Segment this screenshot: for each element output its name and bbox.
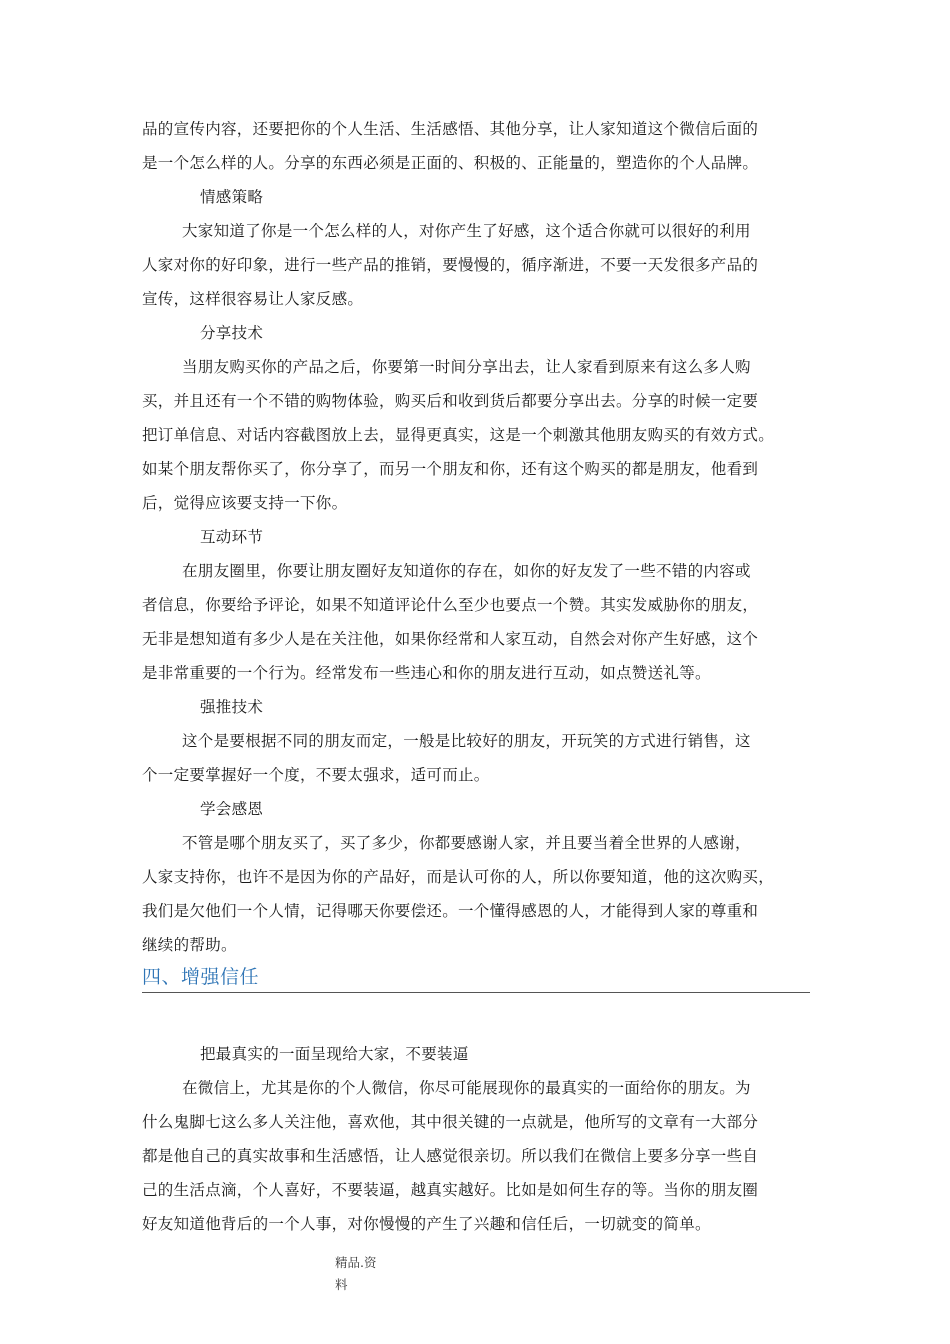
paragraph-line: 品的宣传内容，还要把你的个人生活、生活感悟、其他分享，让人家知道这个微信后面的	[142, 120, 759, 138]
section-title: 互动环节	[200, 528, 264, 546]
subsection-title: 把最真实的一面呈现给大家，不要装逼	[200, 1045, 469, 1063]
paragraph-line: 大家知道了你是一个怎么样的人，对你产生了好感，这个适合你就可以很好的利用	[182, 222, 751, 240]
paragraph-line: 人家支持你，也许不是因为你的产品好，而是认可你的人，所以你要知道，他的这次购买，	[142, 868, 775, 886]
paragraph-line: 好友知道他背后的一个人事，对你慢慢的产生了兴趣和信任后，一切就变的简单。	[142, 1215, 711, 1233]
section-title: 强推技术	[200, 698, 264, 716]
paragraph-line: 无非是想知道有多少人是在关注他，如果你经常和人家互动，自然会对你产生好感，这个	[142, 630, 759, 648]
footer-line: 精品.资	[335, 1255, 377, 1270]
footer-line: 料	[335, 1277, 348, 1292]
paragraph-line: 者信息，你要给予评论，如果不知道评论什么至少也要点一个赞。其实发威胁你的朋友，	[142, 596, 759, 614]
paragraph-line: 人家对你的好印象，进行一些产品的推销，要慢慢的，循序渐进，不要一天发很多产品的	[142, 256, 759, 274]
section-title: 情感策略	[200, 188, 264, 206]
spacer	[142, 993, 810, 1037]
paragraph-line: 当朋友购买你的产品之后，你要第一时间分享出去，让人家看到原来有这么多人购	[182, 358, 751, 376]
paragraph-line: 是一个怎么样的人。分享的东西必须是正面的、积极的、正能量的，塑造你的个人品牌。	[142, 154, 759, 172]
paragraph-line: 不管是哪个朋友买了，买了多少，你都要感谢人家，并且要当着全世界的人感谢，	[182, 834, 751, 852]
paragraph-line: 是非常重要的一个行为。经常发布一些违心和你的朋友进行互动，如点赞送礼等。	[142, 664, 711, 682]
paragraph-line: 把订单信息、对话内容截图放上去，显得更真实，这是一个刺激其他朋友购买的有效方式。	[142, 426, 775, 444]
paragraph-line: 继续的帮助。	[142, 936, 237, 954]
paragraph-line: 宣传，这样很容易让人家反感。	[142, 290, 364, 308]
section-title: 分享技术	[200, 324, 264, 342]
paragraph-line: 什么鬼脚七这么多人关注他，喜欢他，其中很关键的一点就是，他所写的文章有一大部分	[142, 1113, 759, 1131]
section-title: 学会感恩	[200, 800, 264, 818]
document-body	[142, 112, 810, 1241]
paragraph-line: 买，并且还有一个不错的购物体验，购买后和收到货后都要分享出去。分享的时候一定要	[142, 392, 759, 410]
paragraph-line: 都是他自己的真实故事和生活感悟，让人感觉很亲切。所以我们在微信上要多分享一些自	[142, 1147, 759, 1165]
paragraph-line: 这个是要根据不同的朋友而定，一般是比较好的朋友，开玩笑的方式进行销售，这	[182, 732, 751, 750]
paragraph-line: 在朋友圈里，你要让朋友圈好友知道你的存在，如你的好友发了一些不错的内容或	[182, 562, 751, 580]
paragraph-line: 在微信上，尤其是你的个人微信，你尽可能展现你的最真实的一面给你的朋友。为	[182, 1079, 751, 1097]
paragraph-line: 后，觉得应该要支持一下你。	[142, 494, 348, 512]
page-footer	[335, 1252, 395, 1296]
section-heading: 四、增强信任	[142, 962, 810, 993]
paragraph-line: 己的生活点滴，个人喜好，不要装逼，越真实越好。比如是如何生存的等。当你的朋友圈	[142, 1181, 759, 1199]
paragraph-line: 个一定要掌握好一个度，不要太强求，适可而止。	[142, 766, 490, 784]
paragraph-line: 如某个朋友帮你买了，你分享了，而另一个朋友和你，还有这个购买的都是朋友，他看到	[142, 460, 759, 478]
paragraph-line: 我们是欠他们一个人情，记得哪天你要偿还。一个懂得感恩的人，才能得到人家的尊重和	[142, 902, 759, 920]
